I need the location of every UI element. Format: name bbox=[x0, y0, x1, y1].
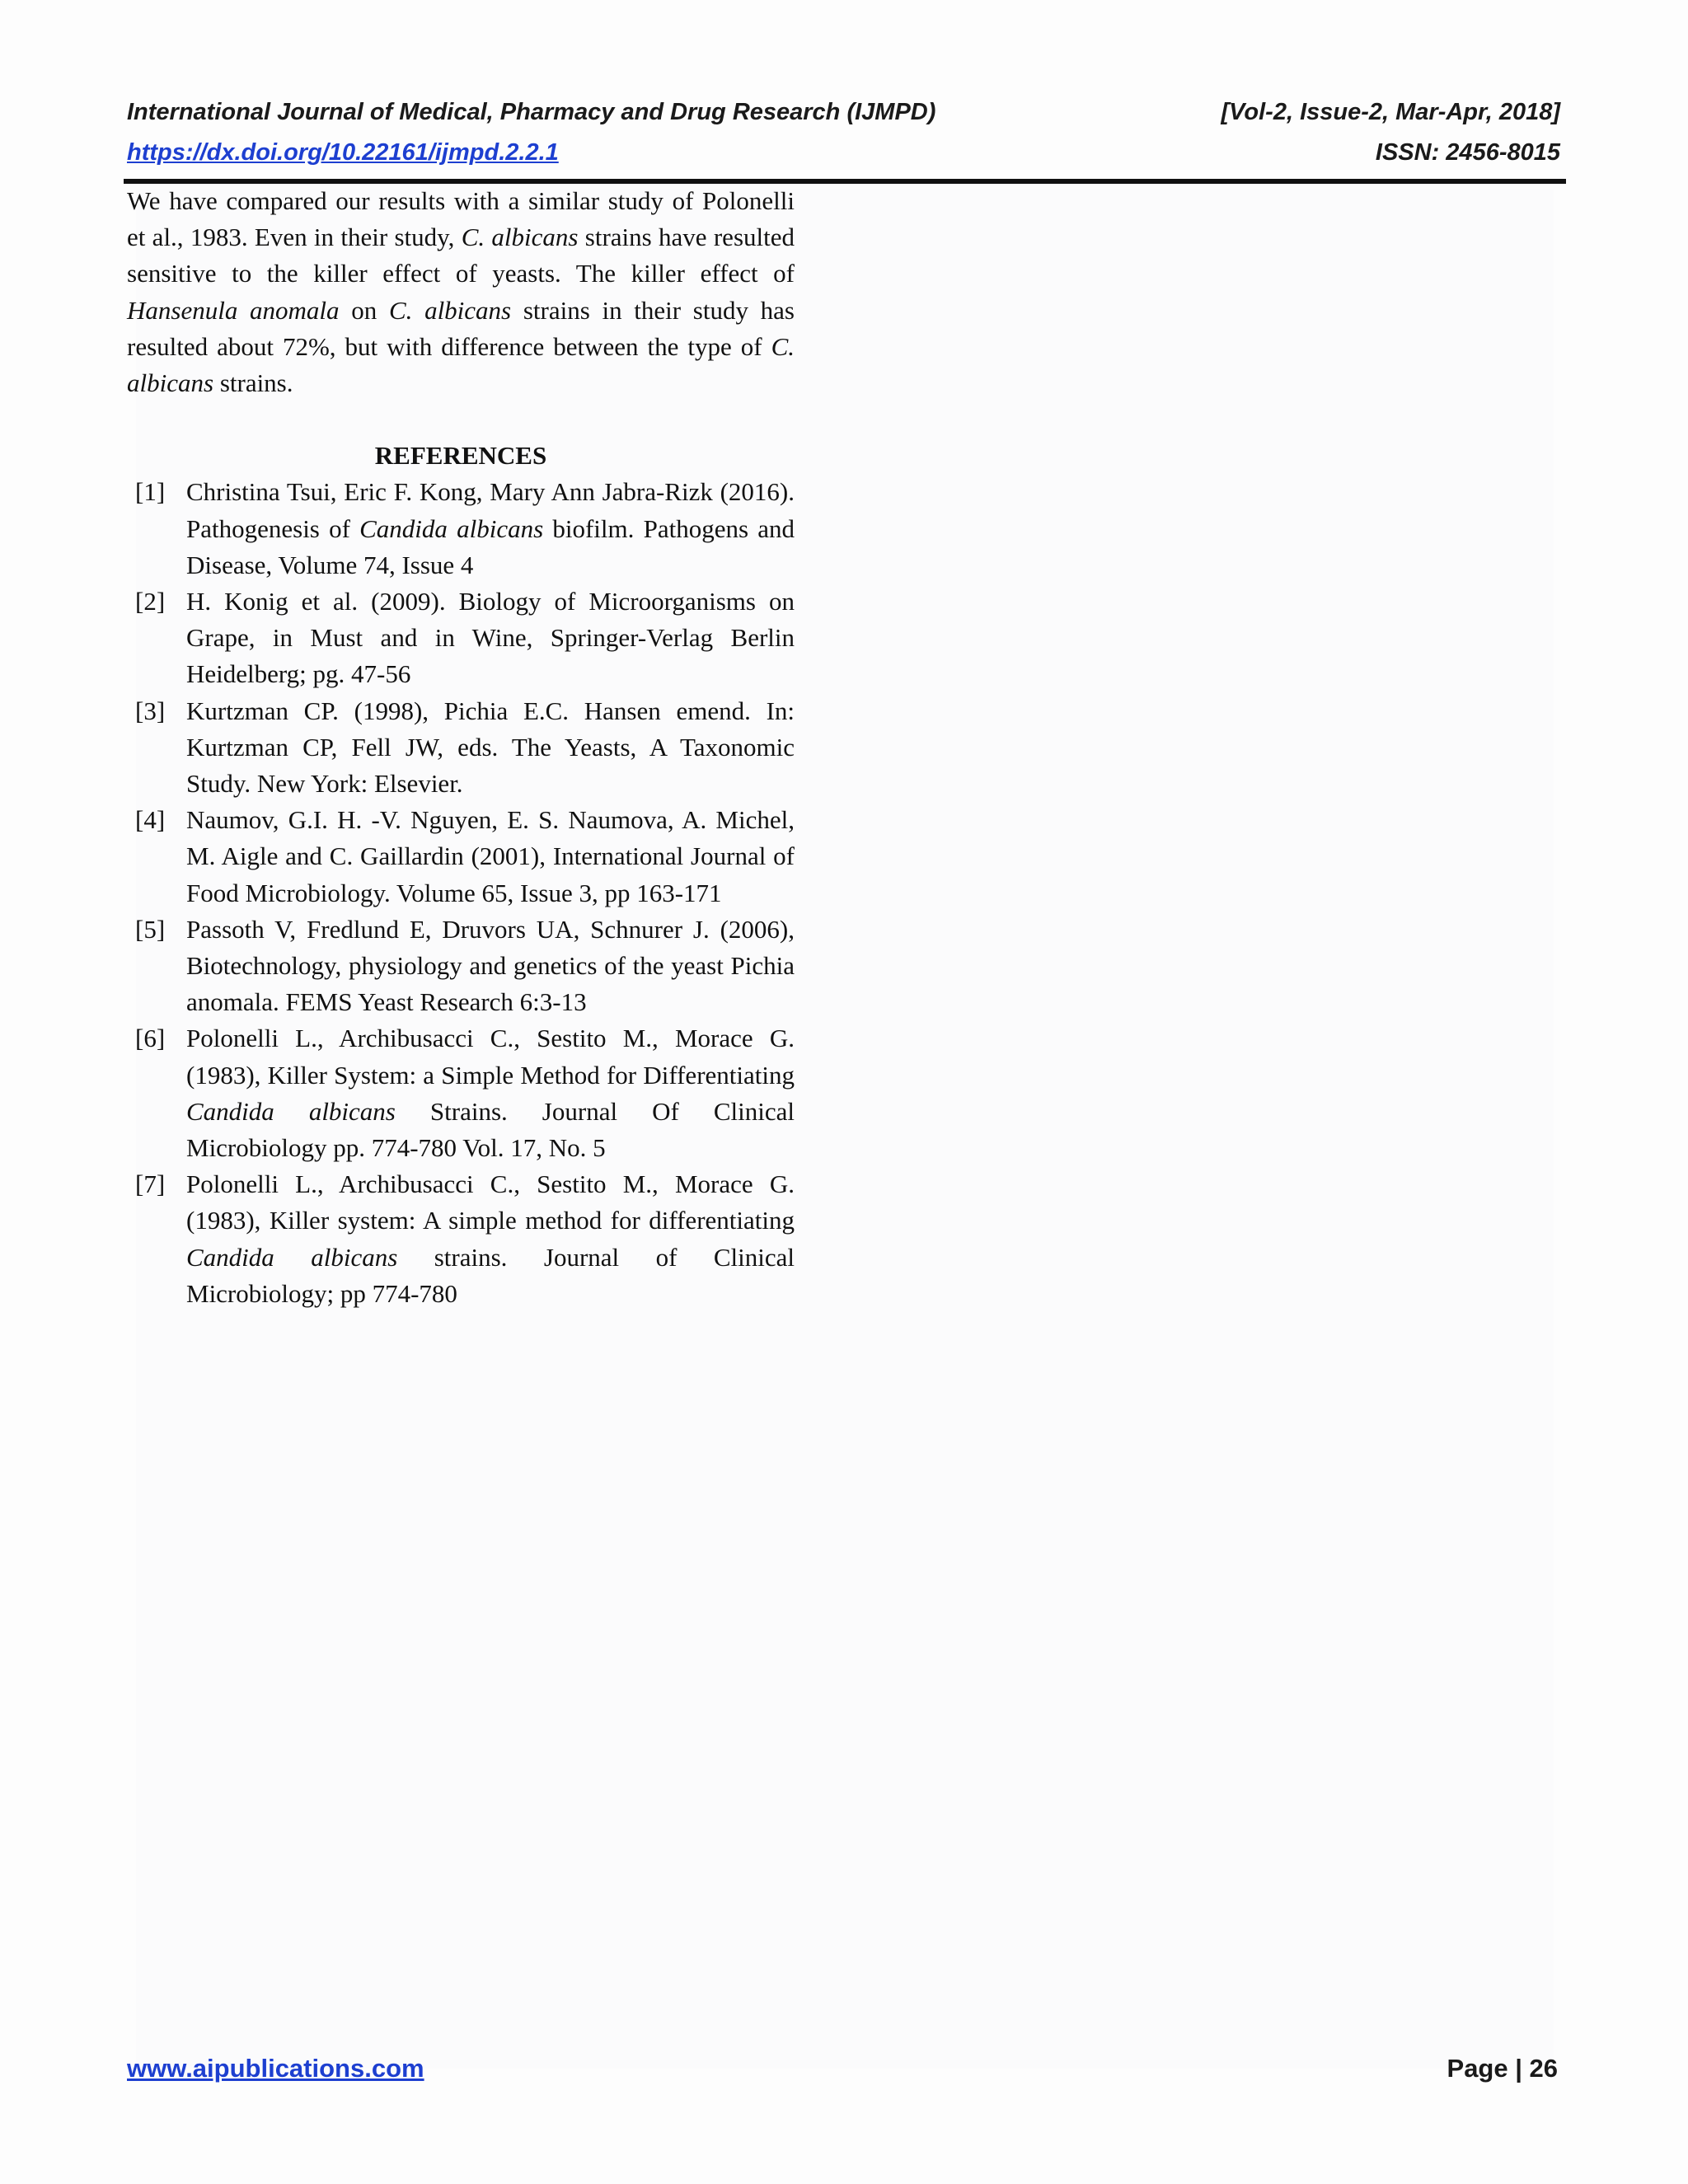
reference-text bbox=[186, 915, 795, 1016]
text-run: H. Konig et al. (2009). Biology of Microorganisms on Grape, in Must and in Wine, Springer-Verlag Berlin Heidelberg; pg. 47-56 bbox=[186, 587, 795, 689]
references-list bbox=[127, 474, 795, 1312]
reference-number: [4] bbox=[135, 805, 166, 835]
journal-title: International Journal of Medical, Pharmacy and Drug Research (IJMPD) bbox=[127, 99, 936, 125]
text-run: We have compared our results with a similar study of Polonelli et al., 1983. Even in their study, bbox=[127, 186, 795, 252]
references-heading: REFERENCES bbox=[374, 441, 547, 471]
body-paragraph bbox=[127, 183, 795, 401]
left-column bbox=[127, 183, 795, 1312]
italic-term: Candida albicans bbox=[186, 1096, 396, 1126]
reference-item bbox=[127, 1020, 795, 1166]
volume-issue: [Vol-2, Issue-2, Mar-Apr, 2018] bbox=[1221, 99, 1560, 125]
reference-text bbox=[186, 1024, 795, 1162]
reference-text bbox=[186, 587, 795, 688]
reference-number: [7] bbox=[135, 1169, 166, 1199]
reference-item bbox=[127, 802, 795, 912]
reference-number: [6] bbox=[135, 1024, 166, 1053]
text-run: Strains. Journal Of Clinical Microbiology pp. 774-780 Vol. 17, No. 5 bbox=[186, 1096, 795, 1163]
italic-term: Candida albicans bbox=[186, 1242, 398, 1272]
text-run: Polonelli L., Archibusacci C., Sestito M., Morace G. (1983), Killer System: a Simple Method for Differentiating bbox=[186, 1024, 795, 1090]
text-run: Polonelli L., Archibusacci C., Sestito M., Morace G. (1983), Killer system: A simple method for differentiating bbox=[186, 1169, 795, 1235]
reference-item bbox=[127, 693, 795, 803]
text-run: Passoth V, Fredlund E, Druvors UA, Schnurer J. (2006), Biotechnology, physiology and genetics of the yeast Pichia anomala. FEMS Yeast Research 6:3-13 bbox=[186, 914, 795, 1017]
page-number: Page | 26 bbox=[1447, 2054, 1558, 2083]
italic-term: Hansenula anomala bbox=[127, 295, 340, 325]
reference-number: [3] bbox=[135, 696, 166, 725]
reference-number: [2] bbox=[135, 587, 166, 616]
text-run: on bbox=[339, 295, 389, 325]
italic-term: C. albicans bbox=[461, 223, 579, 252]
text-run: strains. bbox=[213, 368, 293, 398]
text-run: strains. Journal of Clinical Microbiology; pp 774-780 bbox=[186, 1242, 795, 1308]
reference-text bbox=[186, 805, 795, 907]
italic-term: C. albicans bbox=[388, 295, 512, 325]
text-run: Christina Tsui, Eric F. Kong, Mary Ann Jabra-Rizk (2016). Pathogenesis of bbox=[186, 477, 795, 543]
reference-number: [5] bbox=[135, 914, 166, 944]
website-link[interactable]: www.aipublications.com bbox=[127, 2054, 424, 2083]
italic-term: C. albicans bbox=[127, 331, 795, 398]
reference-item bbox=[127, 583, 795, 693]
text-run: Kurtzman CP. (1998), Pichia E.C. Hansen emend. In: Kurtzman CP, Fell JW, eds. The Yeasts, A Taxonomic Study. New York: Elsevier. bbox=[186, 696, 795, 799]
text-run: strains have resulted sensitive to the killer effect of yeasts. The killer effect of bbox=[127, 223, 795, 288]
reference-item bbox=[127, 1166, 795, 1312]
reference-item bbox=[127, 474, 795, 583]
text-run: strains in their study has resulted about 72%, but with difference between the type of bbox=[127, 295, 795, 361]
text-run: Naumov, G.I. H. -V. Nguyen, E. S. Naumova, A. Michel, M. Aigle and C. Gaillardin (2001), International Journal of Food Microbiology. Volume 65, Issue 3, pp 163-171 bbox=[186, 805, 795, 907]
text-run: biofilm. Pathogens and Disease, Volume 74, Issue 4 bbox=[186, 513, 795, 579]
issn: ISSN: 2456-8015 bbox=[1375, 139, 1560, 166]
reference-item bbox=[127, 912, 795, 1021]
italic-term: Candida albicans bbox=[359, 513, 544, 543]
doi-link[interactable]: https://dx.doi.org/10.22161/ijmpd.2.2.1 bbox=[127, 139, 559, 166]
reference-text bbox=[186, 477, 795, 579]
reference-number: [1] bbox=[135, 477, 166, 507]
reference-text bbox=[186, 696, 795, 798]
reference-text bbox=[186, 1169, 795, 1308]
